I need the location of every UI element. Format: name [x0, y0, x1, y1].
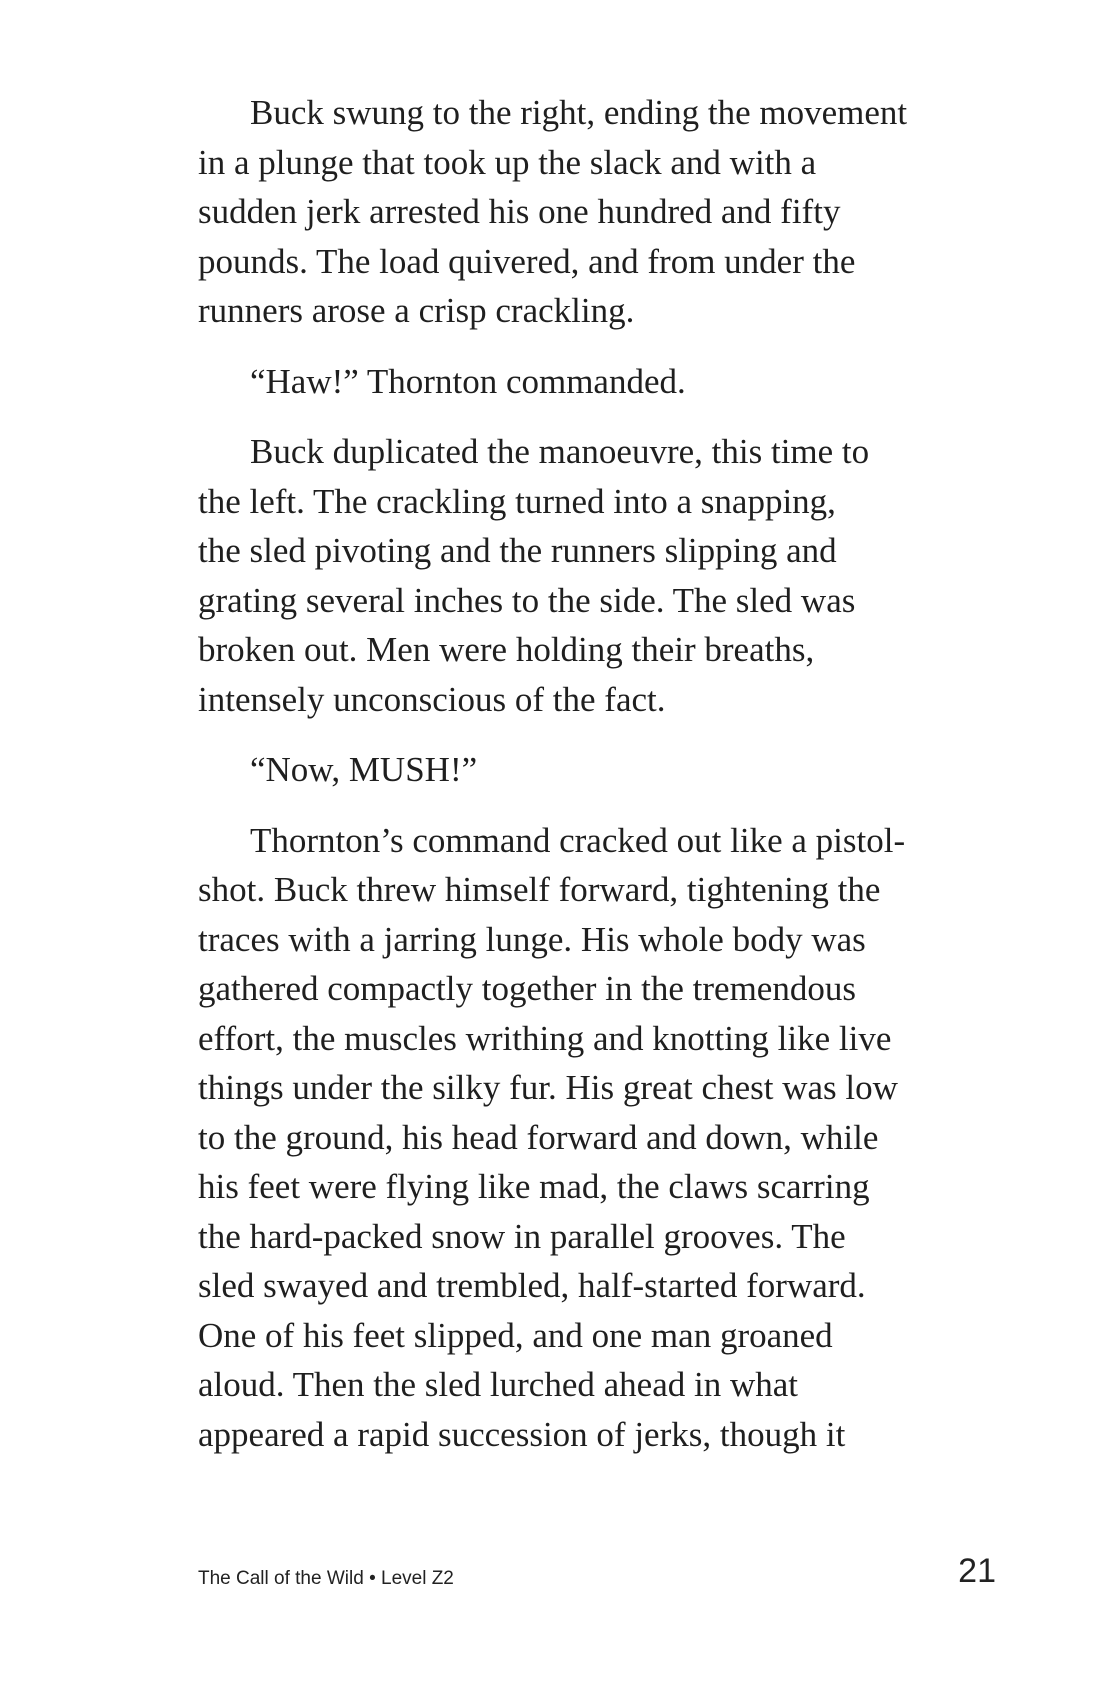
text-line: his feet were flying like mad, the claws scarring — [198, 1167, 870, 1206]
text-line: things under the silky fur. His great chest was low — [198, 1068, 898, 1107]
text-line: traces with a jarring lunge. His whole body was — [198, 919, 866, 959]
text-line: Buck swung to the right, ending the movement — [250, 93, 908, 132]
text-line: Buck duplicated the manoeuvre, this time to — [250, 432, 870, 471]
text-line: appeared a rapid succession of jerks, though it — [198, 1414, 846, 1454]
text-line: broken out. Men were holding their breaths, — [198, 630, 815, 669]
text-line: “Now, MUSH!” — [250, 750, 478, 789]
text-line: Thornton’s command cracked out like a pistol- — [250, 820, 906, 860]
text-line: “Haw!” Thornton commanded. — [250, 361, 686, 401]
paragraph — [198, 816, 1008, 1460]
paragraph — [198, 745, 1008, 795]
text-line: the left. The crackling turned into a snapping, — [198, 481, 836, 521]
text-line: aloud. Then the sled lurched ahead in what — [198, 1365, 798, 1404]
text-line: runners arose a crisp crackling. — [198, 291, 635, 330]
text-line: the hard-packed snow in parallel grooves. The — [198, 1216, 846, 1256]
paragraph — [198, 427, 1008, 724]
text-line: sudden jerk arrested his one hundred and fifty — [198, 192, 841, 231]
text-line: sled swayed and trembled, half-started forward. — [198, 1266, 866, 1305]
body-text — [198, 88, 1008, 1480]
page-number: 21 — [958, 1552, 996, 1590]
text-line: One of his feet slipped, and one man groaned — [198, 1315, 833, 1355]
footer-book-title: The Call of the Wild • Level Z2 — [198, 1568, 454, 1589]
paragraph — [198, 357, 1008, 407]
text-line: in a plunge that took up the slack and with a — [198, 142, 817, 182]
text-line: grating several inches to the side. The sled was — [198, 580, 856, 620]
text-line: intensely unconscious of the fact. — [198, 679, 666, 719]
text-line: pounds. The load quivered, and from under the — [198, 241, 856, 281]
text-line: to the ground, his head forward and down, while — [198, 1117, 879, 1157]
text-line: gathered compactly together in the tremendous — [198, 969, 856, 1008]
text-line: effort, the muscles writhing and knotting like live — [198, 1018, 892, 1058]
text-line: the sled pivoting and the runners slipping and — [198, 531, 837, 570]
text-line: shot. Buck threw himself forward, tightening the — [198, 870, 881, 909]
paragraph — [198, 88, 1008, 336]
